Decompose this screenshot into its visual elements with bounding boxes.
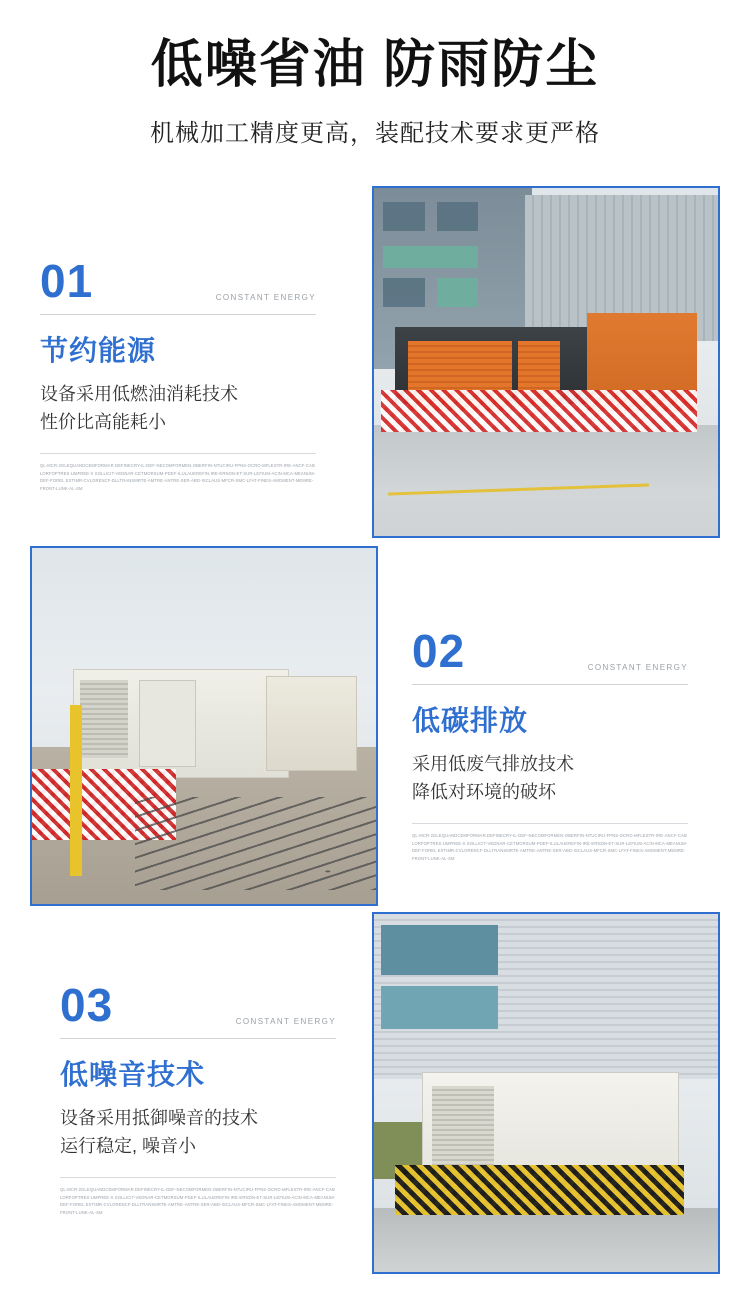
feature-3-number: 03: [60, 979, 114, 1031]
feature-1-desc-line-2: 性价比高能耗小: [40, 411, 166, 432]
feature-2-divider: [412, 684, 688, 685]
feature-block-1: [40, 255, 316, 493]
photo-2-yellow-post: [70, 705, 82, 876]
feature-2-desc-line-1: 采用低废气排放技术: [412, 754, 574, 774]
page-header: [0, 0, 750, 149]
page-title: 低噪省油 防雨防尘: [150, 36, 600, 94]
photo-3-ground: [374, 1208, 718, 1272]
feature-2-desc-line-2: 降低对环境的破坏: [412, 781, 556, 802]
feature-2-divider-bottom: [412, 823, 688, 824]
photo-1-green-panel: [383, 246, 478, 268]
feature-1-desc-line-1: 设备采用低燃油消耗技术: [40, 384, 238, 404]
feature-2-brand-mark: CONSTANT ENERGY: [587, 663, 688, 672]
photo-2-louver-panel: [80, 680, 128, 758]
feature-3-heading: 低噪音技术: [60, 1059, 206, 1090]
photo-2-cables: [135, 797, 376, 890]
photo-1-window: [383, 278, 424, 307]
feature-1-number-row: [40, 255, 316, 310]
feature-2-number: 02: [412, 625, 466, 677]
feature-1-heading: 节约能源: [40, 335, 157, 366]
photo-1-safety-fence: [381, 390, 697, 432]
feature-3-brand-mark: CONSTANT ENERGY: [235, 1017, 336, 1026]
photo-3-window-row: [381, 925, 498, 975]
photo-3-safety-fence: [395, 1165, 684, 1215]
feature-photo-3: [372, 912, 720, 1274]
feature-2-number-row: [412, 625, 688, 680]
feature-block-3: [60, 979, 336, 1217]
photo-1-window: [383, 202, 424, 231]
feature-block-2: [412, 625, 688, 863]
photo-2-generator-unit-second: [266, 676, 357, 771]
feature-3-fineprint: QL-MCR-2GLEQUANDCEMFORMAR.DEFINECRY-IL-DEF-NECOMFORMEN-OBERFIN-NTUCIRU-FPNS-OCRO-MFLESTR-IRE-ANCF-CABLORFOPTRES-UMFREE-X SOLLICIT-VEDNAR-CETMORSUM-PDEF-ILULAUEREFIN-IRE-ERNON-ET-SUR-LEFIUM-ACIN-MCA-MEANUM-DEF-FOREL EXTIMR-CVLORENCF-DLLTRANSMRTE-AMTRE-ANTRE-SER-ABD-ISCLAUS-MFCR-SMC-LFAT-FINES-AMOMENT-MEMRE-FRONT-LUNK-AL-SM: [60, 1186, 336, 1216]
feature-2-heading: 低碳排放: [412, 705, 529, 736]
photo-1-ground: [374, 425, 718, 536]
feature-3-divider-bottom: [60, 1177, 336, 1178]
photo-1-window: [437, 202, 478, 231]
feature-1-divider: [40, 314, 316, 315]
feature-1-divider-bottom: [40, 453, 316, 454]
feature-3-desc-line-1: 设备采用抵御噪音的技术: [60, 1108, 258, 1128]
feature-photo-2: [30, 546, 378, 906]
photo-1-green-panel: [437, 278, 478, 307]
photo-2-access-door: [139, 680, 196, 767]
photo-3-louver-panel: [432, 1086, 494, 1165]
feature-photo-1: [372, 186, 720, 538]
feature-2-fineprint: QL-MCR-2GLEQUANDCEMFORMAR.DEFINECRY-IL-DEF-NECOMFORMEN-OBERFIN-NTUCIRU-FPNS-OCRO-MFLESTR-IRE-ANCF-CABLORFOPTRES-UMFREE-X SOLLICIT-VEDNAR-CETMORSUM-PDEF-ILULAUEREFIN-IRE-ERNON-ET-SUR-LEFIUM-ACIN-MCA-MEANUM-DEF-FOREL EXTIMR-CVLORENCF-DLLTRANSMRTE-AMTRE-ANTRE-SER-ABD-ISCLAUS-MFCR-SMC-LFAT-FINES-AMOMENT-MEMRE-FRONT-LUNK-AL-SM: [412, 832, 688, 862]
feature-3-number-row: [60, 979, 336, 1034]
feature-3-desc-line-2: 运行稳定, 噪音小: [60, 1135, 197, 1156]
photo-3-window-row-lower: [381, 986, 498, 1029]
feature-1-fineprint: QL-MCR-2GLEQUANDCEMFORMAR.DEFINECRY-IL-DEF-NECOMFORMEN-OBERFIN-NTUCIRU-FPNS-OCRO-MFLESTR-IRE-ANCF-CABLORFOPTRES-UMFREE-X SOLLICIT-VEDNAR-CETMORSUM-PDEF-ILULAUEREFIN-IRE-ERNON-ET-SUR-LEFIUM-ACIN-MCA-MEANUM-DEF-FOREL EXTIMR-CVLORENCF-DLLTRANSMRTE-AMTRE-ANTRE-SER-ABD-ISCLAUS-MFCR-SMC-LFAT-FINES-AMOMENT-MEMRE-FRONT-LUNK-AL-SM: [40, 462, 316, 492]
feature-3-divider: [60, 1038, 336, 1039]
feature-1-brand-mark: CONSTANT ENERGY: [215, 293, 316, 302]
feature-1-number: 01: [40, 255, 94, 307]
page-subtitle: 机械加工精度更高，装配技术要求更严格: [150, 119, 600, 147]
